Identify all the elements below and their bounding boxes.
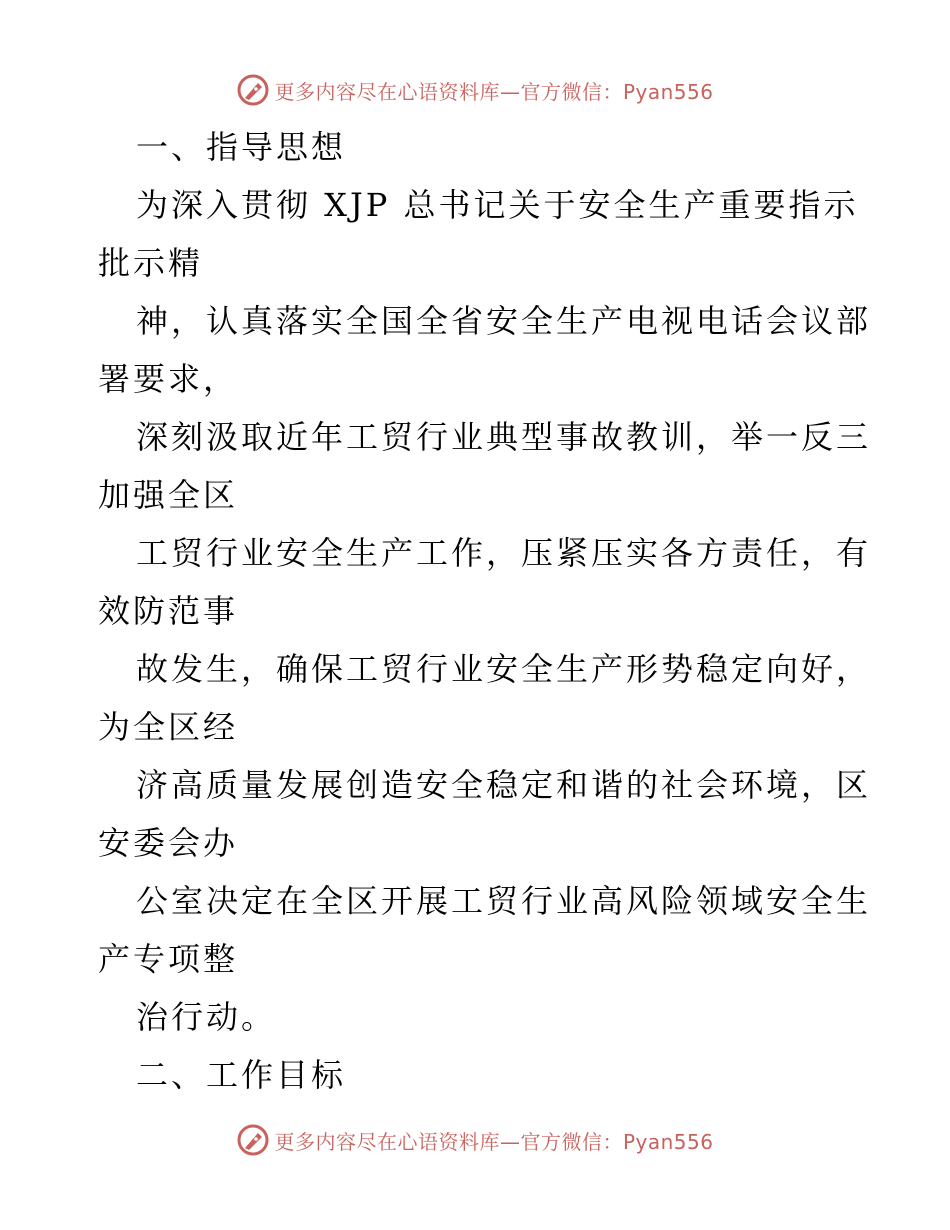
text-line: 加强全区 [98, 476, 239, 514]
banner-text: 更多内容尽在心语资料库—官方微信：Pyan556 [274, 79, 714, 104]
text-line: 为深入贯彻 XJP 总书记关于安全生产重要指示 [136, 186, 859, 224]
text-line: 为全区经 [98, 708, 239, 746]
text-line: 工贸行业安全生产工作，压紧压实各方责任，有 [136, 534, 872, 572]
pen-nib-logo-icon [236, 73, 270, 107]
header-banner [0, 70, 950, 110]
text-line: 安委会办 [98, 824, 239, 862]
text-line: 产专项整 [98, 940, 239, 978]
text-line: 深刻汲取近年工贸行业典型事故教训，举一反三 [136, 418, 872, 456]
pen-nib-logo-icon [236, 1123, 270, 1157]
text-line: 故发生，确保工贸行业安全生产形势稳定向好， [136, 650, 872, 688]
text-line: 效防范事 [98, 592, 239, 630]
text-line: 济高质量发展创造安全稳定和谐的社会环境，区 [136, 766, 872, 804]
banner-text: 更多内容尽在心语资料库—官方微信：Pyan556 [274, 1129, 714, 1154]
section-heading: 二、工作目标 [136, 1056, 347, 1094]
footer-banner [0, 1120, 950, 1160]
text-line: 神，认真落实全国全省安全生产电视电话会议部 [136, 302, 872, 340]
text-line: 署要求， [98, 360, 239, 398]
section-heading: 一、指导思想 [136, 128, 347, 166]
text-line: 治行动。 [136, 998, 277, 1036]
text-line: 公室决定在全区开展工贸行业高风险领域安全生 [136, 882, 872, 920]
text-line: 批示精 [98, 244, 204, 282]
